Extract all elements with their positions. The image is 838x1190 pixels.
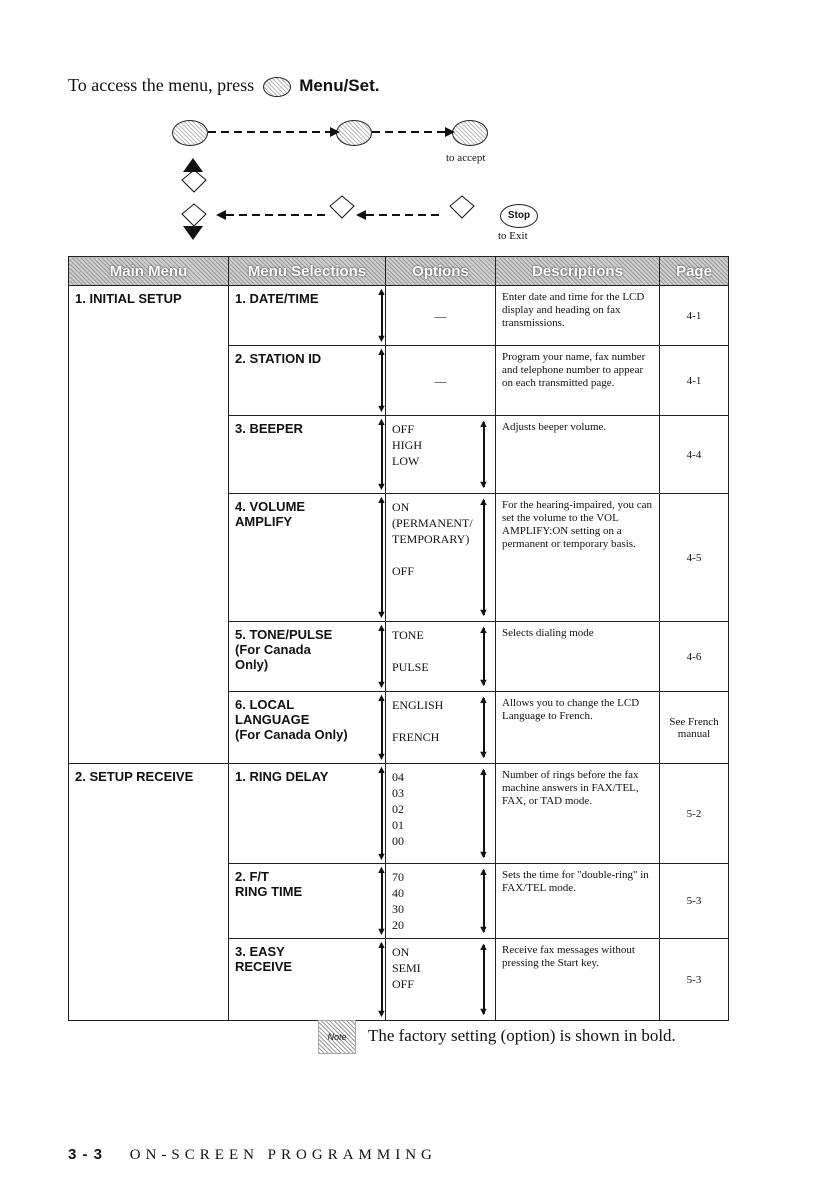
cell-sel [229,416,386,494]
table-row [69,494,729,622]
cell-page [660,764,729,864]
menu-set-key-icon [263,77,291,97]
menu-key-icon [452,120,488,146]
cell-text: 70 40 30 20 [392,870,404,932]
cell-main [69,286,229,346]
cell-text: Selects dialing mode [502,627,594,639]
table-row [69,622,729,692]
cell-desc [496,764,660,864]
page-number: 3 - 3 [68,1146,104,1163]
menu-table [68,256,729,1021]
cell-sel [229,286,386,346]
note-text: The factory setting (option) is shown in bold. [367,1025,676,1045]
scroll-arrow-icon [483,628,485,685]
page-footer [68,1146,437,1164]
cell-text: 3. EASY RECEIVE [235,944,293,974]
cell-text: — [434,373,447,388]
cell-page [660,622,729,692]
column-header: Main Menu [69,257,229,286]
cell-text: 2. F/T RING TIME [235,869,303,899]
cell-text: 4-5 [686,551,702,564]
menu-key-icon [172,120,208,146]
intro-line [68,75,379,97]
cell-opt [386,939,496,1021]
column-header: Menu Selections [229,257,386,286]
scroll-arrow-icon [483,698,485,757]
table-row [69,939,729,1021]
column-header: Descriptions [496,257,660,286]
cell-page [660,494,729,622]
scroll-arrow-icon [483,870,485,932]
scroll-arrow-icon [381,292,383,339]
table-header [69,257,729,286]
scroll-arrow-icon [381,422,383,487]
cell-main [69,939,229,1021]
cell-text: 6. LOCAL LANGUAGE (For Canada Only) [235,697,348,742]
cell-main [69,494,229,622]
cell-page [660,939,729,1021]
table-row [69,764,729,864]
cell-text: ON (PERMANENT/ TEMPORARY) OFF [392,500,473,578]
cell-main [69,416,229,494]
cell-page [660,864,729,939]
cell-desc [496,622,660,692]
table-row [69,346,729,416]
cell-text: Allows you to change the LCD Language to French. [502,697,640,722]
cell-main [69,764,229,864]
cell-desc [496,939,660,1021]
cell-sel [229,622,386,692]
cell-text: TONE PULSE [392,628,429,674]
cell-text: 5. TONE/PULSE (For Canada Only) [235,627,333,672]
cell-text: 5-2 [686,807,702,820]
cell-desc [496,286,660,346]
cell-sel [229,764,386,864]
cell-text: Enter date and time for the LCD display and heading on fax transmissions. [502,291,645,329]
cell-text: 1. DATE/TIME [235,291,319,306]
cell-text: 2. STATION ID [235,351,322,366]
cell-text: 1. INITIAL SETUP [75,291,182,306]
intro-text: To access the menu, press [68,75,255,95]
cell-opt [386,346,496,416]
cell-sel [229,864,386,939]
cell-opt [386,764,496,864]
scroll-arrow-icon [483,945,485,1014]
note [318,1020,676,1054]
cell-text: 2. SETUP RECEIVE [75,769,194,784]
table-row [69,286,729,346]
cell-text: 4-6 [686,650,702,663]
cell-opt [386,416,496,494]
cell-text: 4-4 [686,448,702,461]
cell-desc [496,416,660,494]
cell-opt [386,622,496,692]
cell-desc [496,494,660,622]
cell-page [660,286,729,346]
cell-text: 4-1 [686,374,702,387]
cell-text: ENGLISH FRENCH [392,698,444,744]
to-accept-label: to accept [446,152,486,164]
column-header: Options [386,257,496,286]
cell-text: 1. RING DELAY [235,769,329,784]
cell-page [660,416,729,494]
cell-opt [386,494,496,622]
navigation-arrows [0,0,838,260]
cell-page [660,692,729,764]
cell-sel [229,494,386,622]
table-body [69,286,729,1021]
cell-text: 5-3 [686,895,702,907]
menu-set-label: Menu/Set. [299,76,380,95]
cell-text: 3. BEEPER [235,421,303,436]
cell-opt [386,864,496,939]
cell-text: 4. VOLUME AMPLIFY [235,499,306,529]
cell-sel [229,692,386,764]
cell-opt [386,286,496,346]
scroll-arrow-icon [381,770,383,857]
cell-text: OFF HIGH LOW [392,422,422,468]
scroll-arrow-icon [381,870,383,932]
cell-page [660,346,729,416]
cell-sel [229,346,386,416]
cell-text: Adjusts beeper volume. [502,421,607,433]
cell-main [69,346,229,416]
scroll-arrow-icon [381,500,383,615]
cell-text: Receive fax messages without pressing the Start key. [502,944,635,969]
cell-desc [496,346,660,416]
chapter-title: ON-SCREEN PROGRAMMING [129,1147,437,1163]
table-row [69,864,729,939]
scroll-arrow-icon [381,628,383,685]
cell-text: See French manual [669,715,719,740]
cell-text: — [434,308,447,323]
cell-main [69,692,229,764]
cell-text: Number of rings before the fax machine answers in FAX/TEL, FAX, or TAD mode. [502,769,639,807]
cell-desc [496,692,660,764]
cell-sel [229,939,386,1021]
cell-text: Program your name, fax number and telephone number to appear on each transmitted page. [502,351,646,389]
cell-desc [496,864,660,939]
cell-text: Sets the time for "double-ring" in FAX/TEL mode. [502,869,649,894]
scroll-arrow-icon [381,945,383,1014]
cell-text: 4-1 [686,309,702,322]
menu-key-icon [336,120,372,146]
navigation-diagram [0,0,838,260]
table-row [69,416,729,494]
cell-opt [386,692,496,764]
cell-text: 5-3 [686,973,702,986]
cell-main [69,864,229,939]
scroll-arrow-icon [381,352,383,409]
scroll-arrow-icon [483,422,485,487]
cell-text: For the hearing-impaired, you can set the volume to the VOL AMPLIFY:ON setting on a permanent or temporary basis. [502,499,652,550]
scroll-arrow-icon [483,500,485,615]
cell-main [69,622,229,692]
table-row [69,692,729,764]
note-icon: Note [318,1020,356,1054]
stop-key-icon: Stop [500,204,538,228]
scroll-arrow-icon [381,698,383,757]
column-header: Page [660,257,729,286]
cell-text: 04 03 02 01 00 [392,770,404,848]
cell-text: ON SEMI OFF [392,945,421,991]
to-exit-label: to Exit [498,230,528,242]
scroll-arrow-icon [483,770,485,857]
